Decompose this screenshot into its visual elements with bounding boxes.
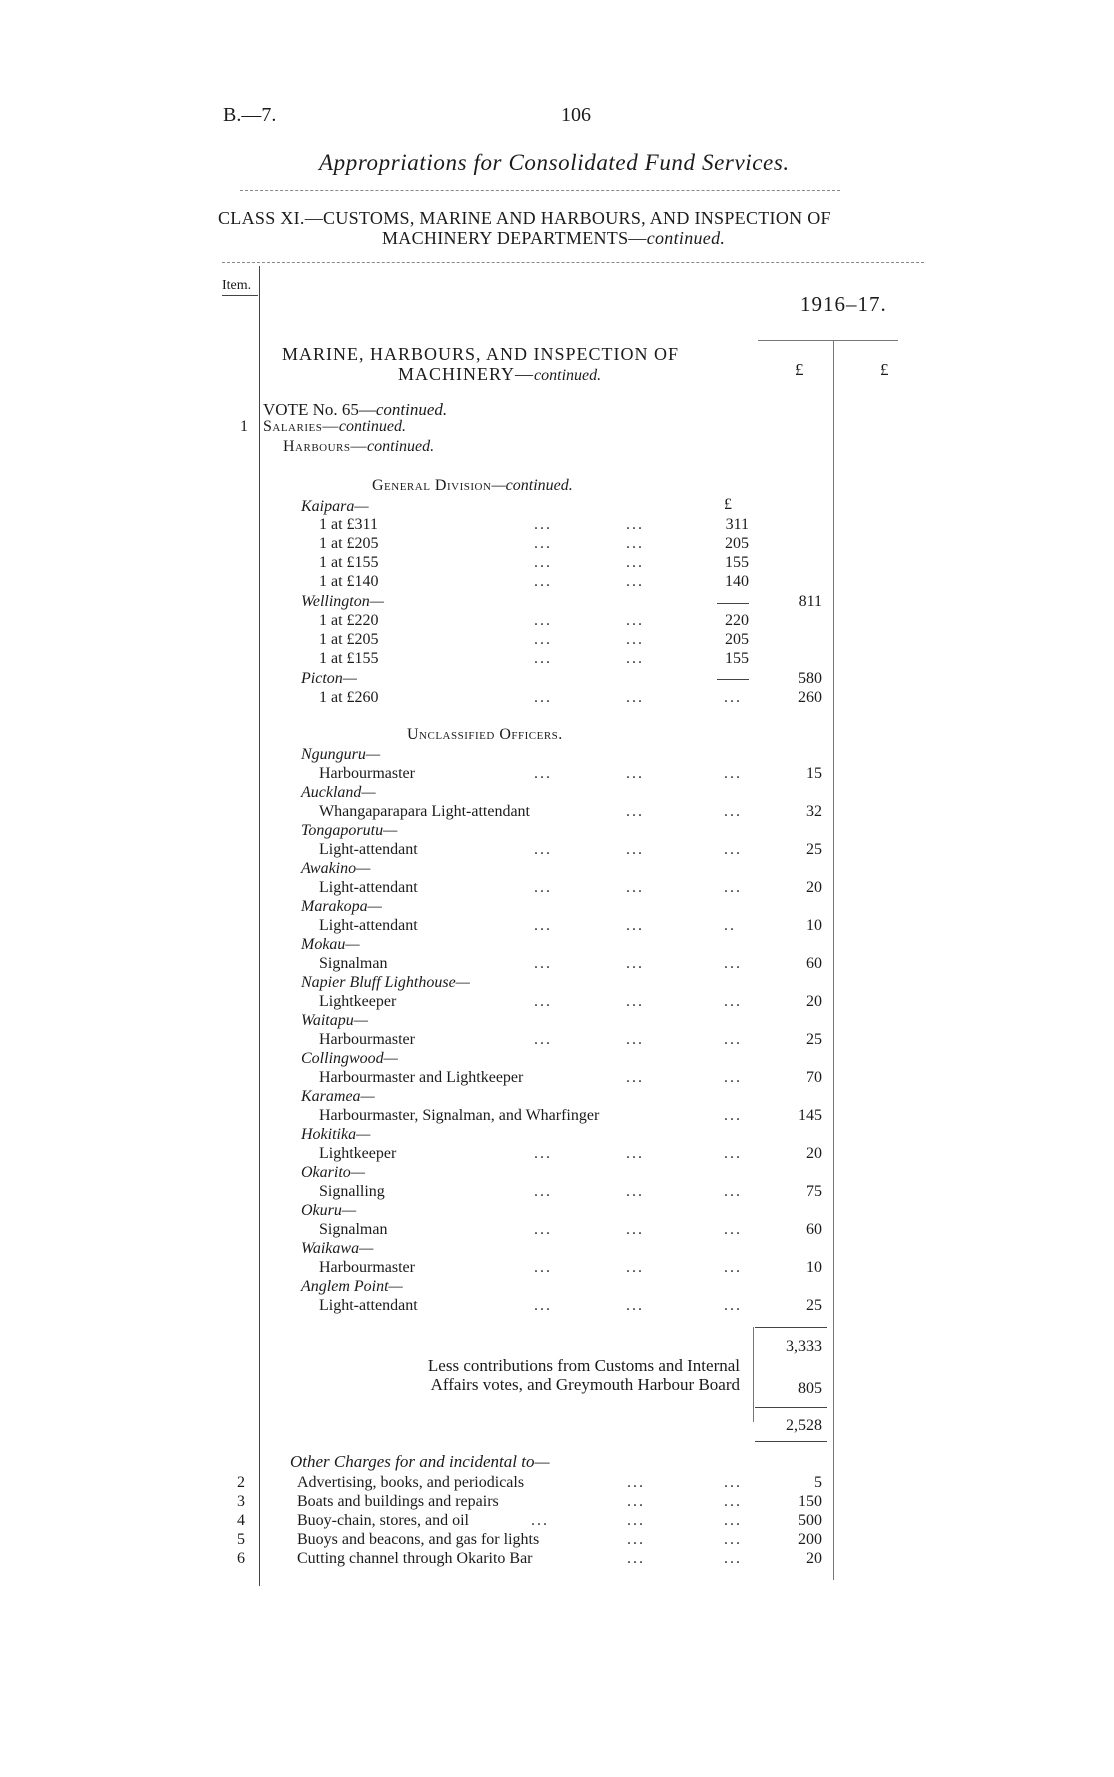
kaipara-row-4: 1 at £140 ... ... 140 — [319, 573, 749, 590]
unclassified-role-label: Harbourmaster — [319, 1031, 415, 1048]
other-charge-amount: 500 — [798, 1512, 822, 1529]
unclassified-role: Light-attendant ... ... ... — [319, 841, 742, 858]
kaipara-row-4-value: 140 — [725, 573, 749, 590]
section-heading-line2 — [398, 364, 601, 385]
unclassified-role-label: Signalman — [319, 955, 388, 972]
unclassified-amount: 25 — [806, 1297, 822, 1314]
other-charge-row: Buoys and beacons, and gas for lights ... ... — [297, 1531, 742, 1548]
unclassified-amount: 20 — [806, 879, 822, 896]
item-label-underline — [222, 295, 258, 296]
unclassified-place: Collingwood— — [301, 1050, 398, 1067]
item-column-divider — [259, 266, 260, 1586]
unclassified-place: Tongaporutu— — [301, 822, 398, 839]
harbours-heading-main: Harbours— — [283, 438, 368, 455]
unclassified-amount: 20 — [806, 1145, 822, 1162]
picton-row: 1 at £260 ... ... ... — [319, 689, 742, 706]
class-heading-line1: CLASS XI.—CUSTOMS, MARINE AND HARBOURS, AND INSPECTION OF — [218, 208, 831, 228]
unclassified-place: Napier Bluff Lighthouse— — [301, 974, 470, 991]
section-heading-line2-continued: continued. — [534, 367, 602, 384]
unclassified-place: Waitapu— — [301, 1012, 368, 1029]
other-charge-item-number: 6 — [237, 1550, 245, 1567]
unclassified-role: Light-attendant ... ... .. — [319, 917, 736, 934]
wellington-heading: Wellington— — [301, 593, 384, 610]
unclassified-role-label: Harbourmaster — [319, 1259, 415, 1276]
class-heading-line2 — [382, 228, 725, 249]
unclassified-role-label: Harbourmaster and Lightkeeper — [319, 1069, 524, 1086]
other-charge-item-number: 5 — [237, 1531, 245, 1548]
kaipara-row-2-value: 205 — [725, 535, 749, 552]
unclassified-place: Marakopa— — [301, 898, 382, 915]
other-charge-row: Boats and buildings and repairs ... ... — [297, 1493, 742, 1510]
unclassified-place: Hokitika— — [301, 1126, 371, 1143]
unclassified-role: Signalman ... ... ... — [319, 1221, 742, 1238]
item-number-1: 1 — [240, 418, 248, 435]
wellington-row-2-label: 1 at £205 — [319, 631, 379, 648]
section-heading-line1: MARINE, HARBOURS, AND INSPECTION OF — [282, 344, 680, 364]
kaipara-sum-rule — [717, 603, 749, 604]
section-heading-line2-main: MACHINERY— — [398, 364, 535, 384]
net-rule-bottom — [755, 1441, 827, 1442]
kaipara-row-1: 1 at £311 ... ... 311 — [319, 516, 749, 533]
other-charge-label: Buoys and beacons, and gas for lights — [297, 1531, 540, 1548]
unclassified-role-label: Light-attendant — [319, 841, 418, 858]
vote-heading — [263, 400, 447, 420]
item-column-label: Item. — [222, 278, 252, 293]
other-charge-amount: 150 — [798, 1493, 822, 1510]
subtotal-amount: 3,333 — [786, 1338, 822, 1355]
unclassified-place: Anglem Point— — [301, 1278, 403, 1295]
unclassified-place: Waikawa— — [301, 1240, 374, 1257]
salaries-heading-continued: continued. — [338, 418, 406, 435]
class-rule — [222, 262, 924, 263]
picton-row-label: 1 at £260 — [319, 689, 379, 706]
kaipara-row-3: 1 at £155 ... ... 155 — [319, 554, 749, 571]
other-charge-item-number: 2 — [237, 1474, 245, 1491]
other-charge-item-number: 3 — [237, 1493, 245, 1510]
unclassified-amount: 10 — [806, 917, 822, 934]
harbours-heading-continued: continued. — [367, 438, 435, 455]
pound-sign-column-b: £ — [880, 360, 889, 379]
salaries-heading — [263, 418, 406, 436]
other-charge-label: Buoy-chain, stores, and oil — [297, 1512, 469, 1529]
unclassified-role: Harbourmaster and Lightkeeper ... ... — [319, 1069, 742, 1086]
totals-left-rule — [753, 1327, 754, 1422]
unclassified-amount: 75 — [806, 1183, 822, 1200]
pound-sign-inner: £ — [724, 496, 732, 513]
year-column-heading: 1916–17. — [800, 292, 887, 316]
unclassified-role-label: Lightkeeper — [319, 1145, 397, 1162]
document-reference: B.—7. — [223, 104, 277, 126]
wellington-row-2-value: 205 — [725, 631, 749, 648]
unclassified-place: Awakino— — [301, 860, 371, 877]
unclassified-amount: 25 — [806, 1031, 822, 1048]
unclassified-role-label: Light-attendant — [319, 917, 418, 934]
unclassified-place: Karamea— — [301, 1088, 375, 1105]
other-charge-row: Buoy-chain, stores, and oil ... ... ... — [297, 1512, 742, 1529]
subtotal-rule — [755, 1327, 827, 1328]
other-charge-row: Cutting channel through Okarito Bar ... ... — [297, 1550, 742, 1567]
unclassified-place: Okarito— — [301, 1164, 365, 1181]
unclassified-role: Light-attendant ... ... ... — [319, 879, 742, 896]
other-charge-amount: 5 — [814, 1474, 822, 1491]
wellington-row-1-value: 220 — [725, 612, 749, 629]
unclassified-amount: 32 — [806, 803, 822, 820]
other-charge-row: Advertising, books, and periodicals ... ... — [297, 1474, 742, 1491]
kaipara-row-2-label: 1 at £205 — [319, 535, 379, 552]
picton-total: 260 — [798, 689, 822, 706]
less-contributions-amount: 805 — [798, 1380, 822, 1397]
wellington-row-1-label: 1 at £220 — [319, 612, 379, 629]
general-division-heading-continued: —continued. — [491, 477, 573, 494]
wellington-row-3-label: 1 at £155 — [319, 650, 379, 667]
unclassified-heading: Unclassified Officers. — [407, 726, 563, 743]
net-total-amount: 2,528 — [786, 1417, 822, 1434]
unclassified-place: Okuru— — [301, 1202, 357, 1219]
title-rule — [240, 190, 840, 191]
unclassified-role: Lightkeeper ... ... ... — [319, 1145, 742, 1162]
page-title: Appropriations for Consolidated Fund Services. — [319, 150, 790, 175]
net-rule-top — [755, 1407, 827, 1408]
unclassified-amount: 10 — [806, 1259, 822, 1276]
unclassified-place: Auckland— — [301, 784, 376, 801]
page-number: 106 — [561, 104, 591, 126]
unclassified-amount: 15 — [806, 765, 822, 782]
wellington-row-2: 1 at £205 ... ... 205 — [319, 631, 749, 648]
less-contributions-line1: Less contributions from Customs and Internal — [427, 1356, 740, 1375]
amount-column-divider — [833, 340, 834, 1580]
unclassified-role: Harbourmaster ... ... ... — [319, 1031, 742, 1048]
kaipara-heading: Kaipara— — [301, 498, 369, 515]
unclassified-amount: 25 — [806, 841, 822, 858]
other-charge-label: Cutting channel through Okarito Bar — [297, 1550, 533, 1567]
unclassified-role: Signalman ... ... ... — [319, 955, 742, 972]
less-contributions-line2: Affairs votes, and Greymouth Harbour Board — [430, 1375, 740, 1394]
unclassified-place: Ngunguru— — [301, 746, 381, 763]
general-division-heading — [372, 477, 573, 495]
wellington-row-3: 1 at £155 ... ... 155 — [319, 650, 749, 667]
vote-heading-main: VOTE No. 65— — [263, 400, 376, 419]
unclassified-role-label: Signalman — [319, 1221, 388, 1238]
pound-header-rule — [758, 340, 898, 341]
wellington-row-1: 1 at £220 ... ... 220 — [319, 612, 749, 629]
kaipara-row-4-label: 1 at £140 — [319, 573, 379, 590]
class-heading-line2-continued: continued. — [646, 228, 726, 248]
unclassified-role: Light-attendant ... ... ... — [319, 1297, 742, 1314]
picton-heading: Picton— — [301, 670, 357, 687]
unclassified-role-label: Lightkeeper — [319, 993, 397, 1010]
unclassified-role-label: Light-attendant — [319, 879, 418, 896]
class-heading-line2-main: MACHINERY DEPARTMENTS— — [382, 228, 647, 248]
pound-sign-column-a: £ — [795, 360, 804, 379]
unclassified-amount: 145 — [798, 1107, 822, 1124]
vote-heading-continued: continued. — [375, 400, 448, 419]
other-charge-label: Boats and buildings and repairs — [297, 1493, 499, 1510]
unclassified-role-label: Light-attendant — [319, 1297, 418, 1314]
other-charge-item-number: 4 — [237, 1512, 245, 1529]
unclassified-role: Harbourmaster ... ... ... — [319, 765, 742, 782]
unclassified-role-label: Whangaparapara Light-attendant — [319, 803, 530, 820]
salaries-heading-main: Salaries— — [263, 418, 339, 435]
wellington-sum-rule — [717, 679, 749, 680]
unclassified-amount: 60 — [806, 955, 822, 972]
unclassified-role: Harbourmaster ... ... ... — [319, 1259, 742, 1276]
unclassified-role: Signalling ... ... ... — [319, 1183, 742, 1200]
unclassified-role-label: Harbourmaster, Signalman, and Wharfinger — [319, 1107, 600, 1124]
unclassified-place: Mokau— — [301, 936, 360, 953]
kaipara-row-1-value: 311 — [725, 516, 749, 533]
unclassified-role-label: Signalling — [319, 1183, 385, 1200]
unclassified-role: Lightkeeper ... ... ... — [319, 993, 742, 1010]
wellington-total: 580 — [798, 670, 822, 687]
other-charge-amount: 20 — [806, 1550, 822, 1567]
unclassified-role: Harbourmaster, Signalman, and Wharfinger ... — [319, 1107, 742, 1124]
wellington-row-3-value: 155 — [725, 650, 749, 667]
unclassified-amount: 20 — [806, 993, 822, 1010]
other-charges-heading: Other Charges for and incidental to— — [290, 1452, 550, 1471]
unclassified-role-label: Harbourmaster — [319, 765, 415, 782]
other-charge-amount: 200 — [798, 1531, 822, 1548]
other-charge-label: Advertising, books, and periodicals — [297, 1474, 525, 1491]
general-division-heading-main: General Division — [372, 477, 492, 494]
kaipara-row-2: 1 at £205 ... ... 205 — [319, 535, 749, 552]
unclassified-amount: 60 — [806, 1221, 822, 1238]
harbours-heading — [283, 438, 434, 456]
kaipara-total: 811 — [798, 593, 822, 610]
unclassified-amount: 70 — [806, 1069, 822, 1086]
kaipara-row-1-label: 1 at £311 — [319, 516, 378, 533]
kaipara-row-3-label: 1 at £155 — [319, 554, 379, 571]
kaipara-row-3-value: 155 — [725, 554, 749, 571]
unclassified-role: Whangaparapara Light-attendant ... ... — [319, 803, 742, 820]
